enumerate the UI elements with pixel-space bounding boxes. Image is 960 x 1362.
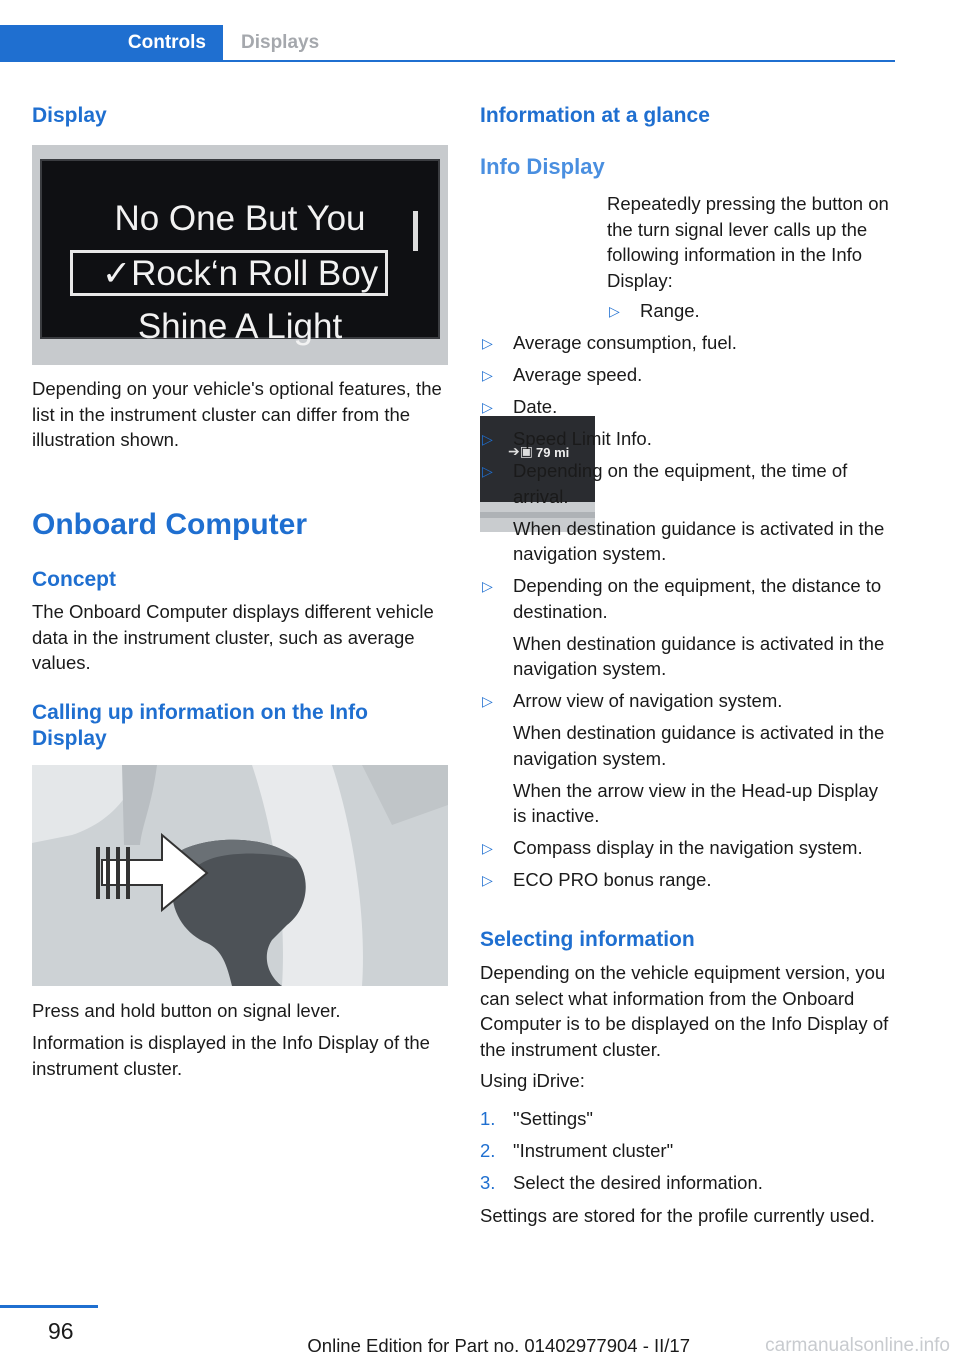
list-item: ▷ Range.: [607, 298, 897, 324]
range-list: [607, 298, 897, 330]
page-number: 96: [48, 1318, 74, 1344]
list-item: ▷ Arrow view of navigation system. When destination guidance is activated in the navigation system. When the arrow view in the Head-up Display is inactive.: [482, 690, 885, 826]
info-paragraph: Information is displayed in the Info Display of the instrument cluster.: [32, 1032, 430, 1079]
onboard-computer-heading: Onboard Computer: [32, 508, 307, 541]
stored-paragraph: Settings are stored for the profile currently used.: [480, 1205, 875, 1226]
selecting-paragraph: Depending on the vehicle equipment version, you can select what information from the Onboard Computer is to be displayed on the Info Display of the instrument cluster.: [480, 962, 889, 1060]
triangle-bullet-icon: ▷: [482, 463, 493, 479]
triangle-bullet-icon: ▷: [482, 335, 493, 351]
list-item: ▷ Depending on the equipment, the time of arrival. When destination guidance is activated in the navigation system.: [482, 460, 885, 564]
list-item: Shine A Light: [137, 307, 343, 346]
intro-paragraph: Repeatedly pressing the button on the turn signal lever calls up the following information in the Info Display:: [607, 193, 889, 291]
signal-lever-illustration: [32, 765, 448, 986]
step-item: 1. "Settings": [480, 1108, 593, 1129]
watermark: carmanualsonline.info: [765, 1335, 950, 1356]
triangle-bullet-icon: ▷: [482, 872, 493, 888]
info-display-heading: Info Display: [480, 154, 605, 179]
list-item: ▷ Compass display in the navigation system.: [480, 835, 895, 861]
edition-note: Online Edition for Part no. 01402977904 - II/17: [307, 1335, 690, 1356]
triangle-bullet-icon: ▷: [482, 399, 493, 415]
list-item: ▷ Date.: [480, 394, 895, 420]
section-tabbar: [0, 25, 895, 62]
list-item: ▷ Average speed.: [480, 362, 895, 388]
concept-heading: Concept: [32, 568, 116, 591]
range-reading: 79 mi: [536, 445, 570, 460]
list-item: ▷ ECO PRO bonus range.: [480, 867, 895, 893]
list-item: ▷ Average consumption, fuel.: [480, 330, 895, 356]
display-paragraph: Depending on your vehicle's optional features, the list in the instrument cluster can differ from the illustration shown.: [32, 378, 442, 450]
cluster-list-screen: [40, 159, 440, 346]
calling-up-heading: Calling up information on the Info Display: [32, 701, 368, 750]
info-items-list: [480, 330, 895, 899]
range-arrow-icon: ➔▣: [508, 443, 533, 459]
list-item: ▷ Speed Limit Info.: [480, 426, 895, 452]
triangle-bullet-icon: ▷: [482, 693, 493, 709]
tab-controls[interactable]: Controls: [0, 25, 223, 60]
triangle-bullet-icon: ▷: [482, 367, 493, 383]
concept-paragraph: The Onboard Computer displays different vehicle data in the instrument cluster, such as average values.: [32, 601, 434, 673]
display-illustration: [32, 145, 448, 365]
list-item: No One But You: [114, 199, 366, 238]
triangle-bullet-icon: ▷: [482, 431, 493, 447]
footer-rule: [0, 1305, 98, 1308]
triangle-bullet-icon: ▷: [609, 303, 620, 319]
list-item-selected: ✓Rock‘n Roll Boy: [101, 254, 379, 293]
steps-list: [480, 1106, 895, 1202]
tab-displays[interactable]: Displays: [241, 32, 320, 53]
signal-lever-svg: [32, 765, 448, 986]
list-item: ▷ Depending on the equipment, the distance to destination. When destination guidance is activated in the navigation system.: [482, 575, 885, 679]
display-heading: Display: [32, 104, 107, 127]
scrollbar-indicator: [413, 211, 418, 251]
press-paragraph: Press and hold button on signal lever.: [32, 1000, 341, 1021]
step-item: 2. "Instrument cluster": [480, 1140, 674, 1161]
glance-heading: Information at a glance: [480, 104, 710, 127]
triangle-bullet-icon: ▷: [482, 840, 493, 856]
selecting-heading: Selecting information: [480, 928, 695, 951]
triangle-bullet-icon: ▷: [482, 578, 493, 594]
using-idrive-paragraph: Using iDrive:: [480, 1070, 585, 1091]
step-item: 3. Select the desired information.: [480, 1172, 763, 1193]
